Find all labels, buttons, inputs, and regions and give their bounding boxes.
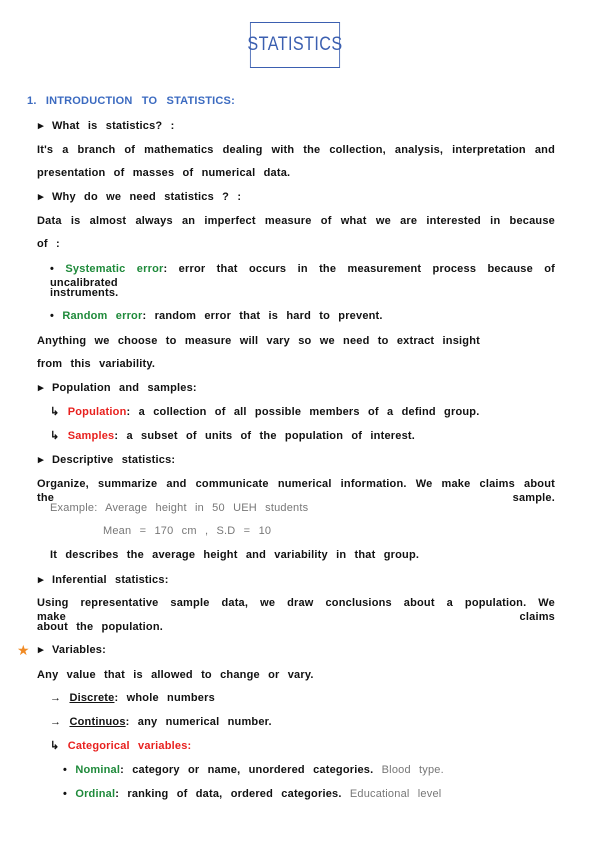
- text-segment: : any numerical number.: [125, 716, 272, 728]
- note-line: [50, 715, 272, 729]
- red-term: Categorical variables:: [67, 740, 192, 752]
- note-line: [50, 405, 479, 419]
- text-segment: Continuos: [69, 716, 126, 728]
- text-segment: ▸ What is statistics? :: [38, 120, 175, 132]
- page-title: STATISTICS: [250, 22, 340, 68]
- note-line: [50, 309, 383, 323]
- star-icon: ★: [17, 642, 30, 658]
- text-segment: about the population.: [37, 621, 164, 633]
- text-segment: : whole numbers: [114, 692, 215, 704]
- text-segment: of :: [37, 238, 60, 250]
- text-segment: Using representative sample data, we draw conclusions about a population. We make claims: [37, 597, 555, 623]
- red-term: Population: [67, 406, 127, 418]
- text-segment: •: [63, 764, 76, 776]
- gray-term: Educational level: [349, 788, 442, 800]
- text-segment: : category or name, unordered categories.: [120, 764, 382, 776]
- text-segment: Anything we choose to measure will vary so we need to extract insight: [37, 335, 481, 347]
- note-line: [63, 763, 444, 777]
- note-line: [38, 643, 106, 657]
- text-segment: ↳: [50, 740, 68, 752]
- note-line: [38, 119, 174, 133]
- note-line: [50, 501, 308, 515]
- text-segment: ▸ Inferential statistics:: [38, 574, 169, 586]
- note-line: [37, 214, 555, 228]
- green-term: Ordinal: [75, 788, 116, 800]
- green-term: Random error: [62, 310, 143, 322]
- note-line: [37, 334, 480, 348]
- text-segment: •: [50, 310, 63, 322]
- text-segment: : random error that is hard to prevent.: [142, 310, 383, 322]
- text-segment: Data is almost always an imperfect measure of what we are interested in because: [37, 215, 555, 227]
- text-segment: from this variability.: [37, 358, 156, 370]
- green-term: Systematic error: [65, 263, 164, 275]
- text-segment: →: [50, 692, 70, 704]
- note-line: [103, 524, 271, 538]
- text-segment: Any value that is allowed to change or vary.: [37, 669, 314, 681]
- text-segment: : a collection of all possible members of a defind group.: [126, 406, 480, 418]
- note-line: [38, 453, 175, 467]
- text-segment: →: [50, 716, 70, 728]
- text-segment: : error that occurs in the measurement process because of uncalibrated: [50, 263, 556, 289]
- note-line: [37, 668, 314, 682]
- text-segment: ▸ Variables:: [38, 644, 106, 656]
- note-line: [37, 237, 60, 251]
- note-line: [37, 620, 163, 634]
- gray-term: Mean = 170 cm , S.D = 10: [103, 525, 272, 537]
- green-term: Nominal: [75, 764, 121, 776]
- text-segment: It describes the average height and variability in that group.: [50, 549, 420, 561]
- text-segment: •: [50, 263, 66, 275]
- blue-term: 1. INTRODUCTION TO STATISTICS:: [27, 95, 235, 107]
- section-heading: [27, 94, 235, 108]
- text-segment: Organize, summarize and communicate numerical information. We make claims about the sample.: [37, 478, 555, 504]
- text-segment: Discrete: [69, 692, 115, 704]
- red-term: Samples: [67, 430, 115, 442]
- text-segment: instruments.: [50, 287, 119, 299]
- text-segment: : ranking of data, ordered categories.: [115, 788, 350, 800]
- text-segment: ▸ Why do we need statistics ? :: [38, 191, 242, 203]
- note-line: [50, 286, 118, 300]
- note-line: [50, 739, 191, 753]
- note-line: [38, 381, 197, 395]
- note-line: [63, 787, 441, 801]
- text-segment: It's a branch of mathematics dealing with the collection, analysis, interpretation and: [37, 144, 555, 156]
- note-line: [50, 548, 419, 562]
- gray-term: Blood type.: [381, 764, 444, 776]
- note-line: [37, 166, 290, 180]
- text-segment: •: [63, 788, 76, 800]
- gray-term: Example: Average height in 50 UEH students: [50, 502, 309, 514]
- text-segment: presentation of masses of numerical data.: [37, 167, 291, 179]
- note-line: [37, 357, 155, 371]
- text-segment: ▸ Descriptive statistics:: [38, 454, 176, 466]
- note-line: [38, 573, 169, 587]
- note-line: [37, 143, 555, 157]
- text-segment: ↳: [50, 406, 68, 418]
- text-segment: ↳: [50, 430, 68, 442]
- text-segment: : a subset of units of the population of interest.: [114, 430, 416, 442]
- note-line: [50, 691, 215, 705]
- note-line: [50, 429, 415, 443]
- note-line: [38, 190, 241, 204]
- text-segment: ▸ Population and samples:: [38, 382, 197, 394]
- note-line: [50, 262, 555, 290]
